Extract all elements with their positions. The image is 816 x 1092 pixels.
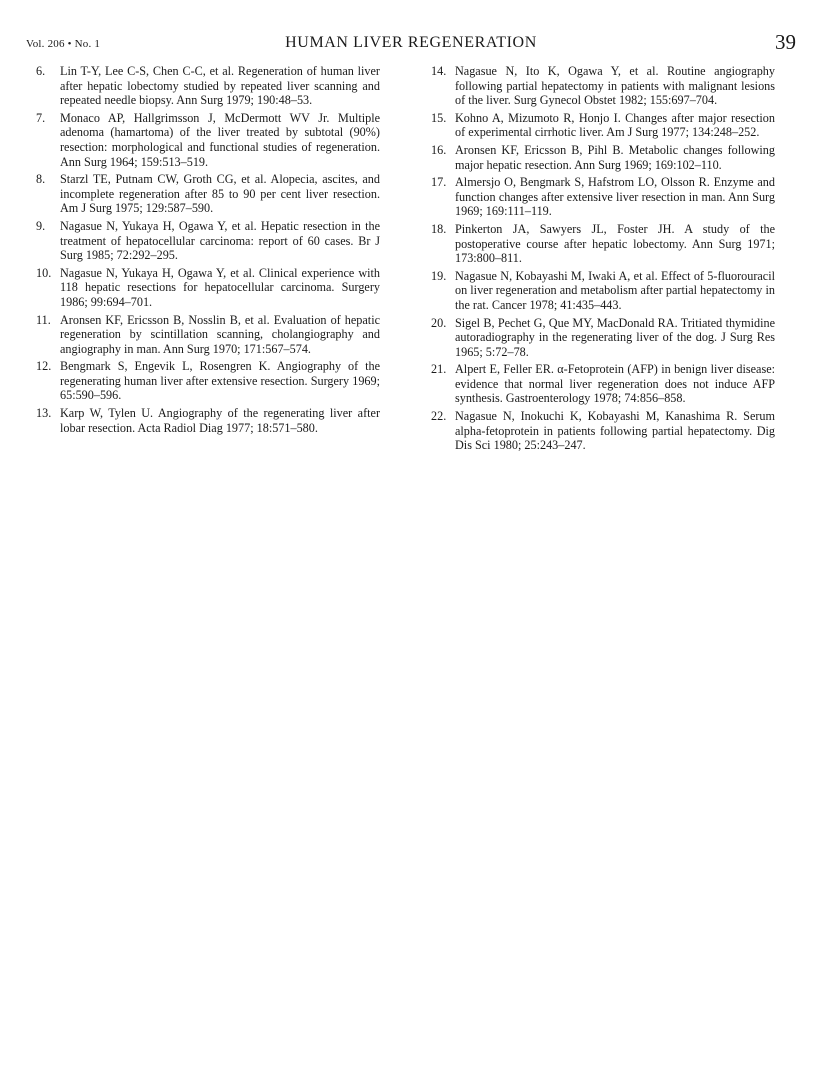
- reference-number: 12.: [36, 359, 52, 374]
- reference-number: 18.: [431, 221, 447, 236]
- reference-text: Sigel B, Pechet G, Que MY, MacDonald RA. Tritiated thymidine autoradiography in the regenerating liver of the dog. J Surg Res 1965; 5:72–78.: [455, 315, 775, 359]
- reference-number: 9.: [36, 218, 46, 233]
- reference-text: Monaco AP, Hallgrimsson J, McDermott WV Jr. Multiple adenoma (hamartoma) of the liver treated by subtotal (90%) resection: morphological and functional studies of regeneration. Ann Surg 1964; 159:513–519.: [60, 110, 380, 169]
- reference-item: [30, 111, 380, 169]
- references-right-column: [425, 64, 775, 456]
- reference-text: Starzl TE, Putnam CW, Groth CG, et al. Alopecia, ascites, and incomplete regeneration after 85 to 90 per cent liver resection. Am J Surg 1975; 129:587–590.: [60, 172, 380, 216]
- reference-text: Lin T-Y, Lee C-S, Chen C-C, et al. Regeneration of human liver after hepatic lobectomy studied by repeated liver scanning and repeated needle biopsy. Ann Surg 1979; 190:48–53.: [60, 64, 380, 108]
- reference-text: Nagasue N, Inokuchi K, Kobayashi M, Kanashima R. Serum alpha-fetoprotein in patients following partial hepatectomy. Dig Dis Sci 1980; 25:243–247.: [455, 409, 775, 453]
- reference-item: [30, 406, 380, 435]
- reference-text: Pinkerton JA, Sawyers JL, Foster JH. A study of the postoperative course after hepatic lobectomy. Ann Surg 1971; 173:800–811.: [455, 221, 775, 266]
- reference-item: [425, 222, 775, 266]
- reference-item: [30, 172, 380, 216]
- reference-item: [425, 362, 775, 406]
- reference-text: Nagasue N, Kobayashi M, Iwaki A, et al. Effect of 5-fluorouracil on liver regeneration and metabolism after partial hepatectomy in the rat. Cancer 1978; 41:435–443.: [455, 268, 775, 312]
- reference-number: 8.: [36, 172, 46, 187]
- reference-number: 7.: [36, 110, 46, 125]
- reference-number: 6.: [36, 64, 46, 78]
- reference-item: [30, 359, 380, 403]
- reference-text: Almersjo O, Bengmark S, Hafstrom LO, Olsson R. Enzyme and function changes after extensive liver resection in man. Ann Surg 1969; 169:111–119.: [455, 175, 775, 219]
- reference-item: [425, 111, 775, 140]
- reference-item: [425, 409, 775, 453]
- references-left-column: [30, 64, 380, 438]
- reference-item: [30, 266, 380, 310]
- reference-number: 16.: [431, 142, 447, 157]
- reference-number: 10.: [36, 265, 52, 280]
- reference-text: Nagasue N, Yukaya H, Ogawa Y, et al. Clinical experience with 118 hepatic resections for hepatocellular carcinoma. Surgery 1986; 99:694–701.: [60, 265, 380, 309]
- reference-text: Nagasue N, Ito K, Ogawa Y, et al. Routine angiography following partial hepatectomy in patients with malignant lesions of the liver. Surg Gynecol Obstet 1982; 155:697–704.: [455, 64, 775, 108]
- reference-item: [425, 316, 775, 360]
- reference-item: [425, 64, 775, 108]
- page-number: 39: [775, 30, 796, 54]
- reference-item: [30, 219, 380, 263]
- reference-text: Aronsen KF, Ericsson B, Pihl B. Metabolic changes following major hepatic resection. Ann Surg 1969; 169:102–110.: [455, 142, 775, 172]
- reference-number: 21.: [431, 362, 447, 377]
- reference-item: [425, 175, 775, 219]
- reference-number: 14.: [431, 64, 447, 78]
- reference-item: [30, 64, 380, 108]
- reference-number: 17.: [431, 175, 447, 190]
- reference-number: 13.: [36, 406, 52, 421]
- reference-number: 11.: [36, 312, 51, 327]
- volume-label: Vol. 206 • No. 1: [26, 38, 101, 50]
- reference-item: [30, 313, 380, 357]
- reference-text: Alpert E, Feller ER. α-Fetoprotein (AFP) in benign liver disease: evidence that normal liver regeneration does not induce AFP synthesis. Gastroenterology 1978; 74:856–858.: [455, 362, 775, 406]
- reference-text: Nagasue N, Yukaya H, Ogawa Y, et al. Hepatic resection in the treatment of hepatocellular carcinoma: report of 60 cases. Br J Surg 1985; 72:292–295.: [60, 218, 380, 263]
- page-header: [26, 30, 796, 56]
- reference-text: Karp W, Tylen U. Angiography of the regenerating liver after lobar resection. Acta Radiol Diag 1977; 18:571–580.: [60, 406, 380, 435]
- reference-number: 22.: [431, 409, 447, 424]
- reference-text: Kohno A, Mizumoto R, Honjo I. Changes after major resection of experimental cirrhotic liver. Am J Surg 1977; 134:248–252.: [455, 110, 775, 140]
- reference-item: [425, 143, 775, 172]
- reference-text: Bengmark S, Engevik L, Rosengren K. Angiography of the regenerating human liver after extensive resection. Surgery 1969; 65:590–596.: [60, 359, 380, 403]
- reference-text: Aronsen KF, Ericsson B, Nosslin B, et al. Evaluation of hepatic regeneration by scintillation scanning, cholangiography and angiography in man. Ann Surg 1970; 171:567–574.: [60, 312, 380, 356]
- running-title: HUMAN LIVER REGENERATION: [285, 34, 537, 51]
- reference-number: 15.: [431, 110, 447, 125]
- reference-number: 19.: [431, 268, 447, 283]
- reference-item: [425, 269, 775, 313]
- reference-number: 20.: [431, 315, 447, 330]
